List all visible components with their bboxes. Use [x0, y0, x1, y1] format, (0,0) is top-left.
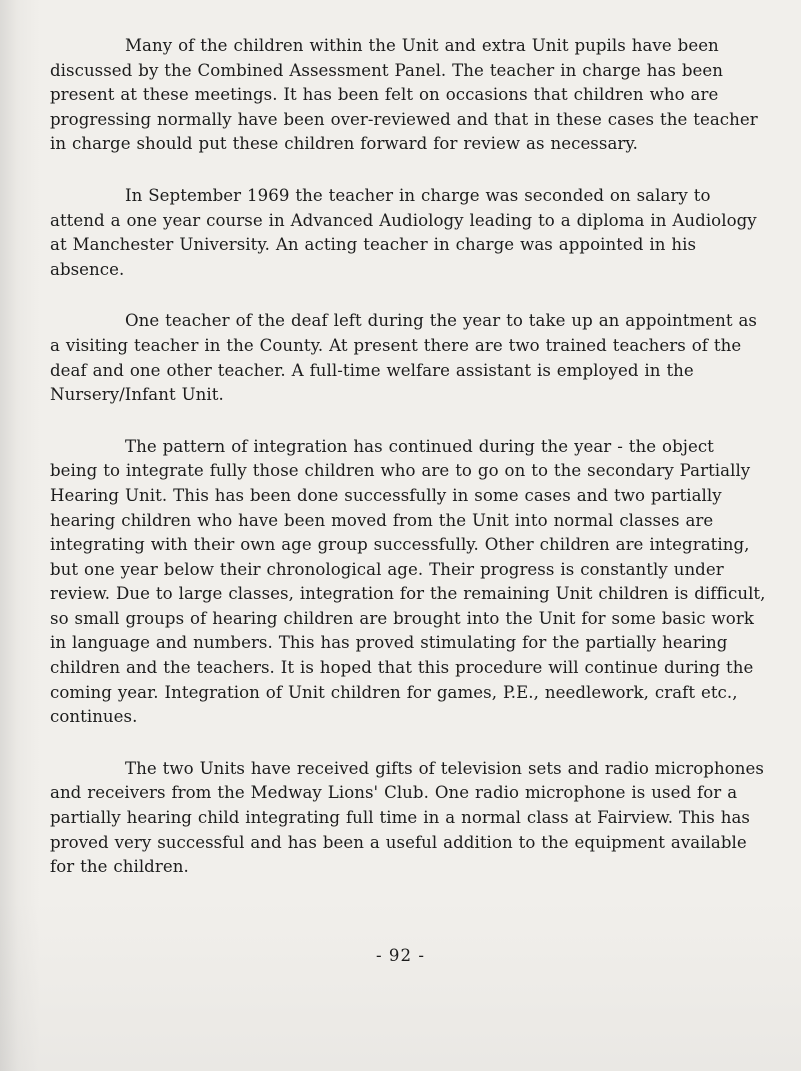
- paragraph-assessment-panel: Many of the children within the Unit and extra Unit pupils have been discussed by the Combined Assessment Panel. The teacher in charge has been present at these meetings. It has been felt on occasions that children who are progressing normally have been over-reviewed and that in these cases the teacher in charge should put these children forward for review as necessary.: [50, 36, 758, 154]
- paragraph-staffing: One teacher of the deaf left during the year to take up an appointment as a visiting teacher in the County. At present there are two trained teachers of the deaf and one other teacher. A full-time welfare assistant is employed in the Nursery/Infant Unit.: [50, 311, 757, 405]
- body-text: [50, 34, 766, 907]
- paragraph-audiology-course: In September 1969 the teacher in charge was seconded on salary to attend a one year course in Advanced Audiology leading to a diploma in Audiology at Manchester University. An acting teacher in charge was appointed in his absence.: [50, 185, 757, 279]
- page-number: - 92 -: [376, 946, 425, 965]
- paragraph-gifts: The two Units have received gifts of television sets and radio microphones and receivers from the Medway Lions' Club. One radio microphone is used for a partially hearing child integrating full time in a normal class at Fairview. This has proved very successful and has been a useful addition to the equipment available for the children.: [50, 758, 764, 877]
- paragraph-integration: The pattern of integration has continued during the year - the object being to integrate fully those children who are to go on to the secondary Partially Hearing Unit. This has been done successfully in some cases and two partially hearing children who have been moved from the Unit into normal classes are integrating with their own age group successfully. Other children are integrating, but one year below their chronological age. Their progress is constantly under review. Due to large classes, integration for the remaining Unit children is difficult, so small groups of hearing children are brought into the Unit for some basic work in language and numbers. This has proved stimulating for the partially hearing children and the teachers. It is hoped that this procedure will continue during the coming year. Integration of Unit children for games, P.E., needlework, craft etc., continues.: [50, 436, 766, 727]
